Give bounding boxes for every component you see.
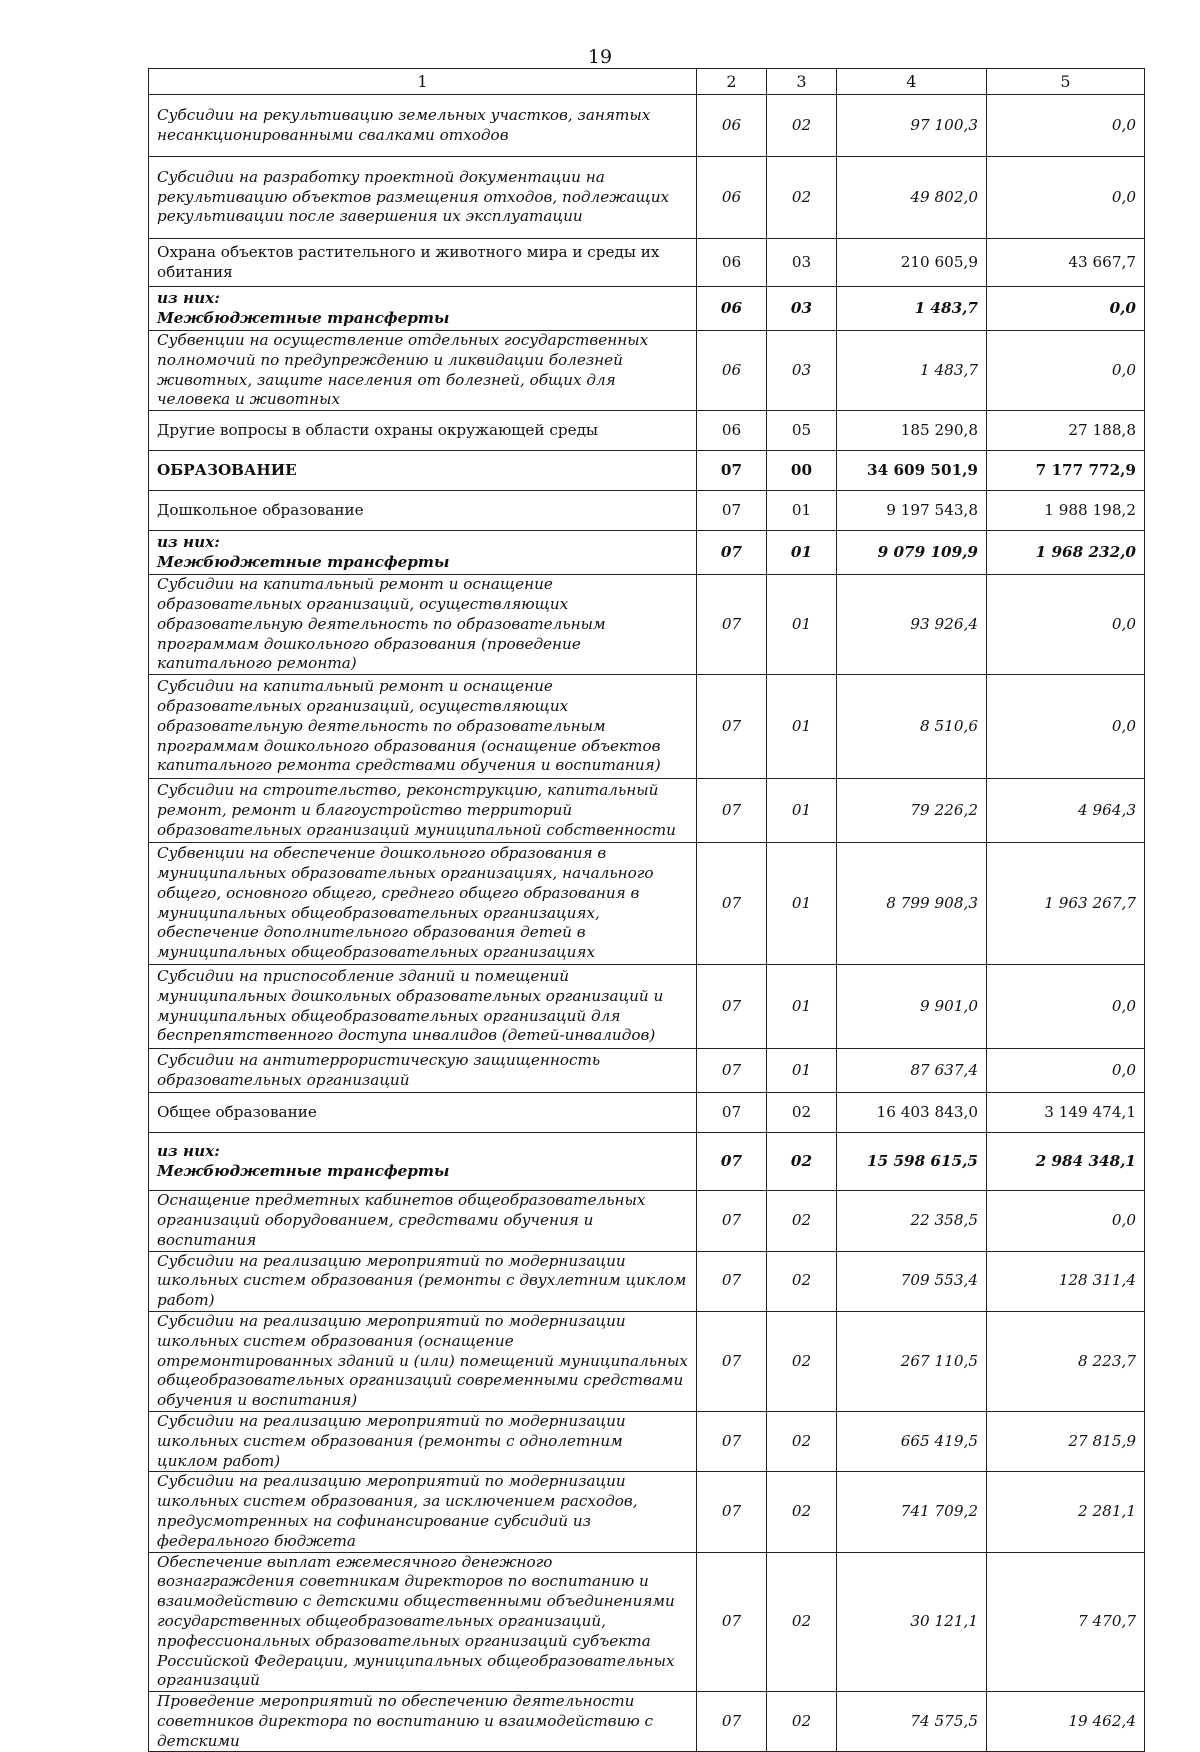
section-code-cell: 06 — [697, 287, 767, 331]
amount-transfer-cell: 4 964,3 — [987, 779, 1145, 843]
section-code-cell: 07 — [697, 531, 767, 575]
subsection-code-cell: 02 — [767, 95, 837, 157]
amount-total-cell: 8 799 908,3 — [837, 843, 987, 965]
table-row — [149, 675, 1145, 779]
table-row — [149, 1311, 1145, 1411]
amount-transfer-cell: 0,0 — [987, 1049, 1145, 1093]
amount-total-cell: 8 510,6 — [837, 675, 987, 779]
subsection-code-cell: 01 — [767, 843, 837, 965]
row-name-cell: Субсидии на реализацию мероприятий по модернизации школьных систем образования, за исключением расходов, предусмотренных на софинансирование субсидий из федерального бюджета — [149, 1472, 697, 1552]
subsection-code-cell: 02 — [767, 1191, 837, 1251]
section-code-cell: 07 — [697, 1191, 767, 1251]
subsection-code-cell: 01 — [767, 491, 837, 531]
row-name-cell: Проведение мероприятий по обеспечению деятельности советников директора по воспитанию и взаимодействию с детскими — [149, 1692, 697, 1752]
amount-transfer-cell: 27 188,8 — [987, 411, 1145, 451]
section-code-cell: 07 — [697, 1251, 767, 1311]
row-name-cell: Субсидии на реализацию мероприятий по модернизации школьных систем образования (ремонты с двухлетним циклом работ) — [149, 1251, 697, 1311]
amount-transfer-cell: 19 462,4 — [987, 1692, 1145, 1752]
amount-total-cell: 741 709,2 — [837, 1472, 987, 1552]
row-name-cell: Субсидии на разработку проектной документации на рекультивацию объектов размещения отходов, подлежащих рекультивации после завершения их эксплуатации — [149, 157, 697, 239]
amount-total-cell: 79 226,2 — [837, 779, 987, 843]
subsection-code-cell: 02 — [767, 157, 837, 239]
amount-total-cell: 1 483,7 — [837, 331, 987, 411]
row-name-cell: Субсидии на приспособление зданий и помещений муниципальных дошкольных образовательных организаций и муниципальных общеобразовательных организаций для беспрепятственного доступа инвалидов (детей-инвалидов) — [149, 965, 697, 1049]
table-row — [149, 1692, 1145, 1752]
section-code-cell: 07 — [697, 1049, 767, 1093]
subsection-code-cell: 02 — [767, 1093, 837, 1133]
table-row — [149, 843, 1145, 965]
column-header-2: 2 — [697, 69, 767, 95]
table-row — [149, 157, 1145, 239]
section-code-cell: 07 — [697, 843, 767, 965]
amount-total-cell: 15 598 615,5 — [837, 1133, 987, 1191]
section-code-cell: 06 — [697, 95, 767, 157]
subsection-code-cell: 02 — [767, 1692, 837, 1752]
subsection-code-cell: 05 — [767, 411, 837, 451]
row-name-cell: Субсидии на рекультивацию земельных участков, занятых несанкционированными свалками отходов — [149, 95, 697, 157]
section-code-cell: 07 — [697, 779, 767, 843]
row-name-cell: Субсидии на строительство, реконструкцию, капитальный ремонт, ремонт и благоустройство территорий образовательных организаций муниципальной собственности — [149, 779, 697, 843]
section-code-cell: 07 — [697, 1552, 767, 1692]
amount-transfer-cell: 0,0 — [987, 287, 1145, 331]
row-name-cell: Субсидии на капитальный ремонт и оснащение образовательных организаций, осуществляющих образовательную деятельность по образовательным программам дошкольного образования (оснащение объектов капитального ремонта средствами обучения и воспитания) — [149, 675, 697, 779]
amount-transfer-cell: 0,0 — [987, 675, 1145, 779]
row-name-cell: Субсидии на реализацию мероприятий по модернизации школьных систем образования (оснащение отремонтированных зданий и (или) помещений муниципальных общеобразовательных организаций современными средствами обучения и воспитания) — [149, 1311, 697, 1411]
row-name-cell: из них: Межбюджетные трансферты — [149, 531, 697, 575]
amount-transfer-cell: 0,0 — [987, 1191, 1145, 1251]
column-header-5: 5 — [987, 69, 1145, 95]
amount-transfer-cell: 27 815,9 — [987, 1411, 1145, 1471]
row-name-cell: из них: Межбюджетные трансферты — [149, 287, 697, 331]
amount-total-cell: 9 901,0 — [837, 965, 987, 1049]
row-name-cell: Общее образование — [149, 1093, 697, 1133]
table-row — [149, 1049, 1145, 1093]
row-name-cell: Субвенции на обеспечение дошкольного образования в муниципальных образовательных организациях, начального общего, основного общего, среднего общего образования в муниципальных общеобразовательных организациях, обеспечение дополнительного образования детей в муниципальных общеобразовательных организациях — [149, 843, 697, 965]
section-code-cell: 06 — [697, 239, 767, 287]
row-name-cell: Оснащение предметных кабинетов общеобразовательных организаций оборудованием, средствами обучения и воспитания — [149, 1191, 697, 1251]
subsection-code-cell: 02 — [767, 1472, 837, 1552]
amount-transfer-cell: 1 988 198,2 — [987, 491, 1145, 531]
subsection-code-cell: 03 — [767, 287, 837, 331]
table-row — [149, 575, 1145, 675]
section-code-cell: 07 — [697, 451, 767, 491]
amount-total-cell: 9 079 109,9 — [837, 531, 987, 575]
section-code-cell: 07 — [697, 491, 767, 531]
section-code-cell: 07 — [697, 965, 767, 1049]
table-row — [149, 965, 1145, 1049]
section-code-cell: 06 — [697, 157, 767, 239]
table-row — [149, 531, 1145, 575]
subsection-code-cell: 02 — [767, 1251, 837, 1311]
amount-total-cell: 210 605,9 — [837, 239, 987, 287]
subsection-code-cell: 03 — [767, 331, 837, 411]
row-name-cell: Другие вопросы в области охраны окружающей среды — [149, 411, 697, 451]
column-header-1: 1 — [149, 69, 697, 95]
amount-total-cell: 185 290,8 — [837, 411, 987, 451]
subsection-code-cell: 01 — [767, 675, 837, 779]
section-code-cell: 06 — [697, 411, 767, 451]
amount-transfer-cell: 0,0 — [987, 157, 1145, 239]
subsection-code-cell: 01 — [767, 779, 837, 843]
amount-transfer-cell: 0,0 — [987, 95, 1145, 157]
amount-transfer-cell: 7 177 772,9 — [987, 451, 1145, 491]
column-header-4: 4 — [837, 69, 987, 95]
row-name-cell: из них: Межбюджетные трансферты — [149, 1133, 697, 1191]
table-row — [149, 779, 1145, 843]
subsection-code-cell: 02 — [767, 1133, 837, 1191]
amount-total-cell: 9 197 543,8 — [837, 491, 987, 531]
amount-total-cell: 74 575,5 — [837, 1692, 987, 1752]
row-name-cell: Охрана объектов растительного и животного мира и среды их обитания — [149, 239, 697, 287]
section-code-cell: 07 — [697, 675, 767, 779]
amount-total-cell: 22 358,5 — [837, 1191, 987, 1251]
column-header-3: 3 — [767, 69, 837, 95]
row-name-cell: Субвенции на осуществление отдельных государственных полномочий по предупреждению и ликвидации болезней животных, защите населения от болезней, общих для человека и животных — [149, 331, 697, 411]
section-code-cell: 07 — [697, 575, 767, 675]
table-row — [149, 331, 1145, 411]
table-row — [149, 1472, 1145, 1552]
column-number-row — [149, 69, 1145, 95]
amount-transfer-cell: 0,0 — [987, 575, 1145, 675]
amount-total-cell: 30 121,1 — [837, 1552, 987, 1692]
subsection-code-cell: 03 — [767, 239, 837, 287]
amount-transfer-cell: 3 149 474,1 — [987, 1093, 1145, 1133]
amount-transfer-cell: 8 223,7 — [987, 1311, 1145, 1411]
row-name-cell: Субсидии на капитальный ремонт и оснащение образовательных организаций, осуществляющих образовательную деятельность по образовательным программам дошкольного образования (проведение капитального ремонта) — [149, 575, 697, 675]
amount-transfer-cell: 2 281,1 — [987, 1472, 1145, 1552]
amount-total-cell: 1 483,7 — [837, 287, 987, 331]
amount-transfer-cell: 1 968 232,0 — [987, 531, 1145, 575]
subsection-code-cell: 02 — [767, 1411, 837, 1471]
table-row — [149, 287, 1145, 331]
table-row — [149, 1251, 1145, 1311]
section-code-cell: 07 — [697, 1133, 767, 1191]
amount-total-cell: 709 553,4 — [837, 1251, 987, 1311]
amount-transfer-cell: 0,0 — [987, 331, 1145, 411]
amount-total-cell: 93 926,4 — [837, 575, 987, 675]
amount-transfer-cell: 43 667,7 — [987, 239, 1145, 287]
table-row — [149, 239, 1145, 287]
amount-total-cell: 16 403 843,0 — [837, 1093, 987, 1133]
budget-table — [148, 68, 1145, 1752]
amount-transfer-cell: 2 984 348,1 — [987, 1133, 1145, 1191]
subsection-code-cell: 02 — [767, 1311, 837, 1411]
table-row — [149, 411, 1145, 451]
section-code-cell: 07 — [697, 1411, 767, 1471]
amount-total-cell: 34 609 501,9 — [837, 451, 987, 491]
amount-transfer-cell: 1 963 267,7 — [987, 843, 1145, 965]
amount-total-cell: 267 110,5 — [837, 1311, 987, 1411]
row-name-cell: Субсидии на антитеррористическую защищенность образовательных организаций — [149, 1049, 697, 1093]
amount-total-cell: 87 637,4 — [837, 1049, 987, 1093]
budget-table-body — [149, 69, 1145, 1752]
amount-transfer-cell: 128 311,4 — [987, 1251, 1145, 1311]
row-name-cell: Субсидии на реализацию мероприятий по модернизации школьных систем образования (ремонты с однолетним циклом работ) — [149, 1411, 697, 1471]
row-name-cell: ОБРАЗОВАНИЕ — [149, 451, 697, 491]
section-code-cell: 07 — [697, 1311, 767, 1411]
table-row — [149, 1411, 1145, 1471]
amount-total-cell: 665 419,5 — [837, 1411, 987, 1471]
subsection-code-cell: 01 — [767, 1049, 837, 1093]
subsection-code-cell: 01 — [767, 575, 837, 675]
section-code-cell: 07 — [697, 1692, 767, 1752]
table-row — [149, 1093, 1145, 1133]
table-row — [149, 1191, 1145, 1251]
amount-transfer-cell: 0,0 — [987, 965, 1145, 1049]
amount-total-cell: 97 100,3 — [837, 95, 987, 157]
section-code-cell: 06 — [697, 331, 767, 411]
table-row — [149, 491, 1145, 531]
amount-transfer-cell: 7 470,7 — [987, 1552, 1145, 1692]
subsection-code-cell: 00 — [767, 451, 837, 491]
table-row — [149, 95, 1145, 157]
subsection-code-cell: 02 — [767, 1552, 837, 1692]
subsection-code-cell: 01 — [767, 965, 837, 1049]
page-number: 19 — [587, 46, 613, 68]
section-code-cell: 07 — [697, 1472, 767, 1552]
table-row — [149, 1552, 1145, 1692]
table-row — [149, 451, 1145, 491]
row-name-cell: Дошкольное образование — [149, 491, 697, 531]
amount-total-cell: 49 802,0 — [837, 157, 987, 239]
subsection-code-cell: 01 — [767, 531, 837, 575]
section-code-cell: 07 — [697, 1093, 767, 1133]
table-row — [149, 1133, 1145, 1191]
row-name-cell: Обеспечение выплат ежемесячного денежного вознаграждения советникам директоров по воспитанию и взаимодействию с детскими общественными объединениями государственных общеобразовательных организаций, профессиональных образовательных организаций субъекта Российской Федерации, муниципальных общеобразовательных организаций — [149, 1552, 697, 1692]
